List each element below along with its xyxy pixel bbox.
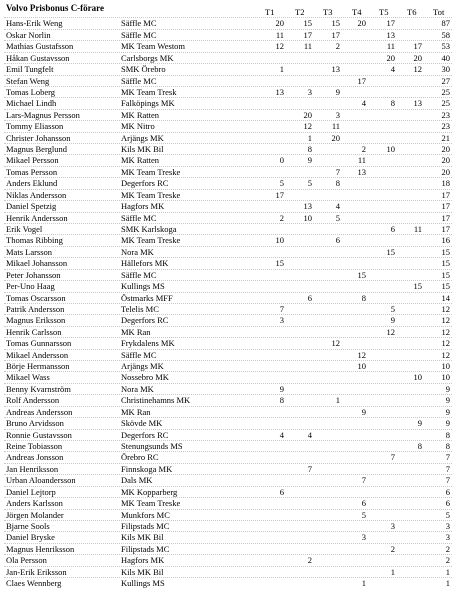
total-points: 12 — [441, 315, 450, 326]
points-t5: 7 — [390, 452, 395, 463]
driver-name: Mikael Wass — [6, 372, 50, 383]
points-t5: 8 — [390, 98, 395, 109]
points-t3: 1 — [335, 395, 340, 406]
table-row — [4, 383, 452, 394]
points-t2: 10 — [303, 212, 312, 223]
driver-name: Anders Eklund — [6, 178, 58, 189]
points-t5: 9 — [390, 315, 395, 326]
points-t4: 6 — [361, 498, 366, 509]
driver-name: Magnus Henriksson — [6, 543, 75, 554]
table-row — [4, 109, 452, 120]
driver-name: Per-Uno Haag — [6, 281, 55, 292]
driver-name: Andreas Andersson — [6, 406, 73, 417]
points-t5: 17 — [386, 18, 395, 29]
driver-name: Stefan Weng — [6, 75, 50, 86]
total-points: 12 — [441, 326, 450, 337]
points-t6: 8 — [417, 441, 422, 451]
total-points: 5 — [445, 509, 450, 520]
total-points: 6 — [445, 498, 450, 509]
total-points: 17 — [441, 201, 450, 212]
points-t1: 2 — [279, 212, 284, 223]
total-points: 1 — [445, 566, 450, 577]
total-points: 15 — [441, 258, 450, 269]
points-t3: 9 — [335, 86, 340, 97]
total-points: 17 — [441, 212, 450, 223]
points-t4: 9 — [361, 406, 366, 417]
points-t1: 4 — [279, 429, 284, 440]
club-name: Falköpings MK — [121, 98, 175, 109]
points-t6: 15 — [413, 281, 422, 292]
club-name: Säffle MC — [121, 269, 157, 280]
club-name: MK Ratten — [121, 109, 160, 120]
driver-name: Tomas Gunnarsson — [6, 338, 72, 349]
table-row — [4, 132, 452, 143]
points-t1: 17 — [275, 189, 284, 200]
club-name: Filipstads MC — [121, 520, 170, 531]
table-row — [4, 86, 452, 97]
points-t5: 5 — [390, 303, 395, 314]
driver-name: Mats Larsson — [6, 246, 53, 257]
total-points: 58 — [441, 29, 450, 40]
club-name: Filipstads MC — [121, 543, 170, 554]
total-points: 17 — [441, 223, 450, 234]
points-t5: 15 — [386, 246, 395, 257]
club-name: Arjängs MK — [121, 132, 164, 143]
points-t1: 10 — [275, 235, 284, 246]
points-t1: 6 — [279, 486, 284, 497]
driver-name: Tommy Eliasson — [6, 121, 64, 132]
table-row — [4, 566, 452, 577]
club-name: MK Team Treske — [121, 189, 181, 200]
points-t2: 15 — [303, 18, 312, 29]
table-row — [4, 52, 452, 63]
club-name: SMK Karlskoga — [121, 223, 177, 234]
table-row — [4, 451, 452, 462]
club-name: MK Team Treske — [121, 498, 181, 509]
column-header-t2: T2 — [295, 7, 305, 17]
total-points: 3 — [445, 520, 450, 531]
table-row — [4, 463, 452, 474]
table-row — [4, 543, 452, 554]
points-t5: 11 — [386, 41, 395, 52]
points-t4: 17 — [357, 75, 366, 86]
points-t4: 11 — [357, 155, 366, 166]
club-name: MK Kopparberg — [121, 486, 178, 497]
table-row — [4, 120, 452, 131]
total-points: 7 — [445, 463, 450, 474]
club-name: Kils MK Bil — [121, 144, 164, 155]
points-t5: 2 — [390, 543, 395, 554]
points-t1: 13 — [275, 86, 284, 97]
points-t3: 3 — [335, 109, 340, 120]
table-row — [4, 394, 452, 405]
driver-name: Jörgen Molander — [6, 509, 64, 520]
club-name: SMK Örebro — [121, 64, 166, 75]
points-t2: 2 — [307, 555, 312, 566]
points-t3: 15 — [331, 18, 340, 29]
points-t1: 11 — [275, 29, 284, 40]
table-row — [4, 417, 452, 428]
table-row — [4, 269, 452, 280]
points-t4: 10 — [357, 361, 366, 372]
driver-name: Michael Lindh — [6, 98, 57, 109]
table-row — [4, 371, 452, 382]
table-row — [4, 326, 452, 337]
table-row — [4, 497, 452, 508]
table-row — [4, 154, 452, 165]
total-points: 9 — [445, 383, 450, 394]
driver-name: Erik Vogel — [6, 223, 43, 234]
points-t5: 6 — [390, 223, 395, 234]
points-t5: 13 — [386, 29, 395, 40]
points-t4: 15 — [357, 269, 366, 280]
club-name: Degerfors RC — [121, 178, 169, 189]
total-points: 16 — [441, 235, 450, 246]
table-row — [4, 474, 452, 485]
table-row — [4, 337, 452, 348]
total-points: 10 — [441, 361, 450, 372]
column-header-tot: Tot — [433, 7, 445, 17]
table-row — [4, 29, 452, 40]
driver-name: Reine Tobiasson — [6, 441, 63, 451]
table-row — [4, 143, 452, 154]
table-row — [4, 303, 452, 314]
points-t4: 20 — [357, 18, 366, 29]
total-points: 12 — [441, 349, 450, 360]
driver-name: Tomas Oscarsson — [6, 292, 66, 303]
table-row — [4, 166, 452, 177]
club-name: MK Team Tresk — [121, 86, 177, 97]
total-points: 2 — [445, 543, 450, 554]
table-row — [4, 486, 452, 497]
points-t2: 7 — [307, 463, 312, 474]
club-name: MK Team Treske — [121, 166, 181, 177]
total-points: 1 — [445, 578, 450, 589]
table-row — [4, 360, 452, 371]
points-t3: 13 — [331, 64, 340, 75]
club-name: Degerfors RC — [121, 315, 169, 326]
points-t1: 8 — [279, 395, 284, 406]
points-t1: 15 — [275, 258, 284, 269]
table-row — [4, 429, 452, 440]
driver-name: Daniel Bryske — [6, 532, 55, 543]
total-points: 9 — [445, 395, 450, 406]
points-t5: 3 — [390, 520, 395, 531]
club-name: Hagfors MK — [121, 555, 165, 566]
points-t1: 20 — [275, 18, 284, 29]
total-points: 40 — [441, 52, 450, 63]
total-points: 7 — [445, 475, 450, 486]
club-name: Säffle MC — [121, 349, 157, 360]
points-t6: 10 — [413, 372, 422, 383]
table-row — [4, 40, 452, 51]
club-name: Kullings MS — [121, 578, 165, 589]
club-name: Säffle MC — [121, 29, 157, 40]
club-name: Stenungsunds MS — [121, 441, 183, 451]
points-t4: 12 — [357, 349, 366, 360]
points-t1: 0 — [279, 155, 284, 166]
table-row — [4, 257, 452, 268]
table-row — [4, 246, 452, 257]
points-t2: 4 — [307, 429, 312, 440]
total-points: 27 — [441, 75, 450, 86]
driver-name: Jan-Erik Eriksson — [6, 566, 67, 577]
club-name: Kils MK Bil — [121, 532, 164, 543]
points-t3: 6 — [335, 235, 340, 246]
driver-name: Daniel Spetzig — [6, 201, 57, 212]
results-rows — [4, 17, 452, 588]
driver-name: Thomas Ribbing — [6, 235, 63, 246]
column-header-t6: T6 — [407, 7, 417, 17]
total-points: 8 — [445, 429, 450, 440]
club-name: Degerfors RC — [121, 429, 169, 440]
table-row — [4, 97, 452, 108]
table-row — [4, 17, 452, 28]
club-name: Säffle MC — [121, 18, 157, 29]
club-name: Kullings MS — [121, 281, 165, 292]
points-t4: 5 — [361, 509, 366, 520]
total-points: 15 — [441, 246, 450, 257]
points-t5: 10 — [386, 144, 395, 155]
points-t4: 4 — [361, 98, 366, 109]
driver-name: Mathias Gustafsson — [6, 41, 74, 52]
table-row — [4, 440, 452, 451]
club-name: Kils MK Bil — [121, 566, 164, 577]
club-name: Skövde MK — [121, 418, 163, 429]
driver-name: Ola Persson — [6, 555, 47, 566]
points-t4: 3 — [361, 532, 366, 543]
total-points: 23 — [441, 121, 450, 132]
driver-name: Börje Hermansson — [6, 361, 70, 372]
driver-name: Ronnie Gustavsson — [6, 429, 72, 440]
driver-name: Christer Johansson — [6, 132, 71, 143]
total-points: 25 — [441, 86, 450, 97]
points-t2: 20 — [303, 109, 312, 120]
points-t3: 17 — [331, 29, 340, 40]
points-t2: 3 — [307, 86, 312, 97]
table-row — [4, 212, 452, 223]
driver-name: Hans-Erik Weng — [6, 18, 63, 29]
driver-name: Benny Kvarnström — [6, 383, 71, 394]
table-row — [4, 292, 452, 303]
points-t2: 6 — [307, 292, 312, 303]
driver-name: Bruno Arvidsson — [6, 418, 64, 429]
points-t2: 12 — [303, 121, 312, 132]
total-points: 7 — [445, 452, 450, 463]
club-name: Frykdalens MK — [121, 338, 175, 349]
total-points: 23 — [441, 109, 450, 120]
total-points: 17 — [441, 189, 450, 200]
points-t6: 11 — [413, 223, 422, 234]
sheet-title: Volvo Prisbonus C-förare — [6, 3, 105, 13]
club-name: MK Team Westom — [121, 41, 186, 52]
club-name: Nora MK — [121, 246, 154, 257]
club-name: Örebro RC — [121, 452, 159, 463]
total-points: 12 — [441, 303, 450, 314]
table-row — [4, 189, 452, 200]
points-t4: 13 — [357, 166, 366, 177]
club-name: Östmarks MFF — [121, 292, 173, 303]
points-t3: 7 — [335, 166, 340, 177]
points-t6: 9 — [417, 418, 422, 429]
table-row — [4, 280, 452, 291]
club-name: Christinehamns MK — [121, 395, 191, 406]
driver-name: Oskar Norlin — [6, 29, 51, 40]
club-name: Hagfors MK — [121, 201, 165, 212]
total-points: 3 — [445, 532, 450, 543]
points-t6: 12 — [413, 64, 422, 75]
points-t3: 5 — [335, 212, 340, 223]
club-name: Säffle MC — [121, 75, 157, 86]
club-name: MK Team Treske — [121, 235, 181, 246]
total-points: 20 — [441, 144, 450, 155]
total-points: 20 — [441, 155, 450, 166]
points-t3: 2 — [335, 41, 340, 52]
driver-name: Lars-Magnus Persson — [6, 109, 80, 120]
table-row — [4, 554, 452, 565]
table-row — [4, 520, 452, 531]
driver-name: Peter Johansson — [6, 269, 61, 280]
table-row — [4, 349, 452, 360]
driver-name: Emil Tungfelt — [6, 64, 54, 75]
points-t4: 1 — [361, 578, 366, 589]
driver-name: Claes Wennberg — [6, 578, 62, 589]
total-points: 30 — [441, 64, 450, 75]
table-row — [4, 509, 452, 520]
driver-name: Henrik Andersson — [6, 212, 68, 223]
total-points: 20 — [441, 166, 450, 177]
driver-name: Andreas Jonsson — [6, 452, 64, 463]
club-name: Hällefors MK — [121, 258, 169, 269]
total-points: 12 — [441, 338, 450, 349]
club-name: MK Nitro — [121, 121, 155, 132]
points-t3: 12 — [331, 338, 340, 349]
total-points: 53 — [441, 41, 450, 52]
total-points: 87 — [441, 18, 450, 29]
club-name: Nossebro MK — [121, 372, 169, 383]
table-row — [4, 577, 452, 588]
points-t4: 2 — [361, 144, 366, 155]
club-name: Arjängs MK — [121, 361, 164, 372]
points-t5: 20 — [386, 52, 395, 63]
club-name: Dals MK — [121, 475, 153, 486]
total-points: 14 — [441, 292, 450, 303]
driver-name: Tomas Persson — [6, 166, 58, 177]
points-t2: 11 — [303, 41, 312, 52]
column-header-t1: T1 — [265, 7, 275, 17]
total-points: 2 — [445, 555, 450, 566]
driver-name: Henrik Carlsson — [6, 326, 62, 337]
points-t3: 20 — [331, 132, 340, 143]
points-t1: 1 — [279, 64, 284, 75]
driver-name: Anders Karlsson — [6, 498, 63, 509]
points-t1: 3 — [279, 315, 284, 326]
club-name: Telelis MC — [121, 303, 159, 314]
total-points: 6 — [445, 486, 450, 497]
club-name: Säffle MC — [121, 212, 157, 223]
table-row — [4, 531, 452, 542]
table-row — [4, 406, 452, 417]
driver-name: Rolf Andersson — [6, 395, 60, 406]
points-t2: 9 — [307, 155, 312, 166]
driver-name: Bjarne Sools — [6, 520, 50, 531]
points-t3: 4 — [335, 201, 340, 212]
driver-name: Håkan Gustavsson — [6, 52, 70, 63]
points-t3: 11 — [331, 121, 340, 132]
points-t6: 13 — [413, 98, 422, 109]
points-t1: 12 — [275, 41, 284, 52]
table-row — [4, 75, 452, 86]
driver-name: Magnus Eriksson — [6, 315, 66, 326]
driver-name: Mikael Johansson — [6, 258, 68, 269]
table-row — [4, 223, 452, 234]
club-name: Nora MK — [121, 383, 154, 394]
points-t6: 17 — [413, 41, 422, 52]
club-name: Munkfors MC — [121, 509, 170, 520]
total-points: 10 — [441, 372, 450, 383]
table-row — [4, 63, 452, 74]
total-points: 25 — [441, 98, 450, 109]
club-name: MK Ran — [121, 326, 151, 337]
total-points: 9 — [445, 406, 450, 417]
column-header-t4: T4 — [352, 7, 362, 17]
total-points: 15 — [441, 281, 450, 292]
table-row — [4, 314, 452, 325]
driver-name: Mikael Persson — [6, 155, 59, 166]
points-t2: 17 — [303, 29, 312, 40]
table-row — [4, 200, 452, 211]
total-points: 21 — [441, 132, 450, 143]
points-t3: 8 — [335, 178, 340, 189]
points-t5: 4 — [390, 64, 395, 75]
driver-name: Magnus Berglund — [6, 144, 67, 155]
total-points: 8 — [445, 441, 450, 451]
column-header-t5: T5 — [379, 7, 389, 17]
club-name: Carlsborgs MK — [121, 52, 174, 63]
points-t2: 8 — [307, 144, 312, 155]
points-t2: 5 — [307, 178, 312, 189]
points-t2: 13 — [303, 201, 312, 212]
points-t5: 12 — [386, 326, 395, 337]
points-t5: 1 — [390, 566, 395, 577]
driver-name: Niklas Andersson — [6, 189, 67, 200]
driver-name: Mikael Andersson — [6, 349, 69, 360]
table-row — [4, 177, 452, 188]
column-header-t3: T3 — [323, 7, 333, 17]
points-t4: 8 — [361, 292, 366, 303]
points-t1: 7 — [279, 303, 284, 314]
points-t4: 7 — [361, 475, 366, 486]
driver-name: Jan Henriksson — [6, 463, 59, 474]
club-name: MK Ratten — [121, 155, 160, 166]
total-points: 9 — [445, 418, 450, 429]
club-name: MK Ran — [121, 406, 151, 417]
club-name: Finnskoga MK — [121, 463, 173, 474]
total-points: 15 — [441, 269, 450, 280]
points-t6: 20 — [413, 52, 422, 63]
driver-name: Patrik Andersson — [6, 303, 65, 314]
driver-name: Tomas Loberg — [6, 86, 56, 97]
points-t2: 1 — [307, 132, 312, 143]
points-t1: 9 — [279, 383, 284, 394]
points-t1: 5 — [279, 178, 284, 189]
table-row — [4, 234, 452, 245]
driver-name: Urban Aloandersson — [6, 475, 76, 486]
total-points: 18 — [441, 178, 450, 189]
driver-name: Daniel Lejtorp — [6, 486, 56, 497]
